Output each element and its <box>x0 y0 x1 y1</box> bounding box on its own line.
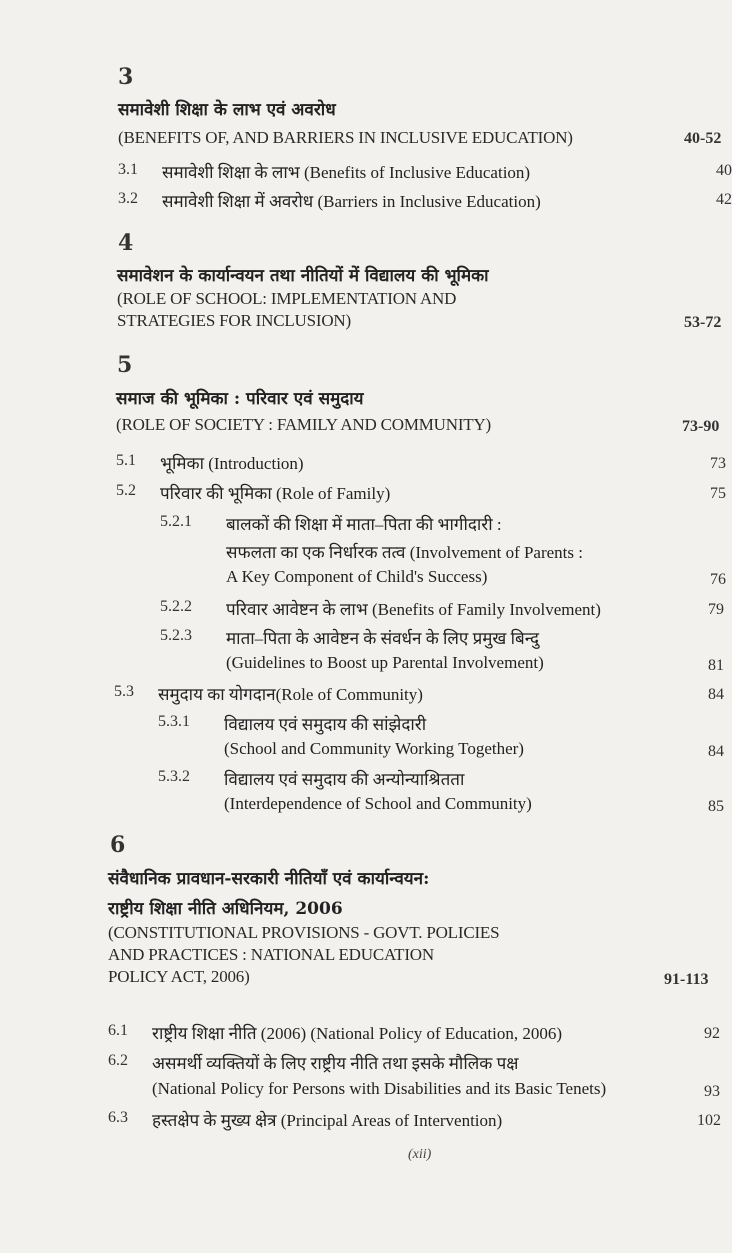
entry-5-3-2-page: 85 <box>708 798 724 815</box>
chapter-4-title-english-line2: STRATEGIES FOR INCLUSION) <box>117 311 351 330</box>
chapter-6-title-hindi-line1: संवैधानिक प्रावधान-सरकारी नीतियाँ एवं कार्यान्वयन: <box>108 869 430 889</box>
chapter-6-title-english-line2: AND PRACTICES : NATIONAL EDUCATION <box>108 945 434 964</box>
chapter-5-pages: 73-90 <box>682 418 720 435</box>
entry-5-2-1-line1: बालकों की शिक्षा में माता–पिता की भागीदारी : <box>226 515 502 534</box>
entry-5-2-1-line2: सफलता का एक निर्धारक तत्व (Involvement of Parents : <box>226 543 583 562</box>
entry-5-2-1-line3: A Key Component of Child's Success) <box>226 567 488 586</box>
entry-5-3-2-line2: (Interdependence of School and Community) <box>224 794 532 813</box>
entry-3-2-text: समावेशी शिक्षा में अवरोध (Barriers in Inclusive Education) <box>162 192 541 211</box>
entry-5-3-1-line1: विद्यालय एवं समुदाय की सांझेदारी <box>224 715 427 734</box>
entry-5-2-2-number: 5.2.2 <box>160 598 192 615</box>
entry-5-3-text: समुदाय का योगदान(Role of Community) <box>158 685 423 704</box>
chapter-3-title-hindi: समावेशी शिक्षा के लाभ एवं अवरोध <box>118 100 336 120</box>
entry-5-1-page: 73 <box>710 455 726 472</box>
chapter-5-title-hindi: समाज की भूमिका : परिवार एवं समुदाय <box>116 389 364 409</box>
entry-5-1-text: भूमिका (Introduction) <box>160 454 304 473</box>
entry-6-1-text: राष्ट्रीय शिक्षा नीति (2006) (National Policy of Education, 2006) <box>152 1024 562 1043</box>
chapter-6-pages: 91-113 <box>664 971 709 988</box>
entry-3-2-page: 42 <box>716 191 732 208</box>
entry-5-3-2-number: 5.3.2 <box>158 768 190 785</box>
entry-3-2-number: 3.2 <box>118 190 138 207</box>
chapter-6-number: 6 <box>110 832 126 858</box>
entry-6-1-number: 6.1 <box>108 1022 128 1039</box>
chapter-4-number: 4 <box>118 230 134 256</box>
entry-5-2-1-number: 5.2.1 <box>160 513 192 530</box>
entry-5-2-3-number: 5.2.3 <box>160 627 192 644</box>
entry-5-3-1-line2: (School and Community Working Together) <box>224 739 524 758</box>
entry-5-2-2-text: परिवार आवेष्टन के लाभ (Benefits of Family Involvement) <box>226 600 601 619</box>
entry-3-1-text: समावेशी शिक्षा के लाभ (Benefits of Inclusive Education) <box>162 163 531 182</box>
entry-5-3-page: 84 <box>708 686 724 703</box>
entry-6-1-page: 92 <box>704 1025 720 1042</box>
entry-5-3-1-page: 84 <box>708 743 724 760</box>
chapter-5-title-english: (ROLE OF SOCIETY : FAMILY AND COMMUNITY) <box>116 415 491 434</box>
entry-6-2-page: 93 <box>704 1083 720 1100</box>
entry-5-2-1-page: 76 <box>710 571 726 588</box>
page-footer-number: (xii) <box>408 1147 432 1162</box>
chapter-3-number: 3 <box>118 64 134 90</box>
entry-5-3-number: 5.3 <box>114 683 134 700</box>
entry-6-2-line2: (National Policy for Persons with Disabilities and its Basic Tenets) <box>152 1079 607 1098</box>
entry-3-1-number: 3.1 <box>118 161 138 178</box>
entry-6-3-text: हस्तक्षेप के मुख्य क्षेत्र (Principal Areas of Intervention) <box>152 1111 503 1130</box>
entry-3-1-page: 40 <box>716 162 732 179</box>
chapter-4-pages: 53-72 <box>684 314 722 331</box>
chapter-6-title-hindi-line2: राष्ट्रीय शिक्षा नीति अधिनियम, 2006 <box>108 899 343 919</box>
entry-5-2-page: 75 <box>710 485 726 502</box>
chapter-3-pages: 40-52 <box>684 130 722 147</box>
chapter-6-title-english-line1: (CONSTITUTIONAL PROVISIONS - GOVT. POLICIES <box>108 923 500 942</box>
entry-5-3-1-number: 5.3.1 <box>158 713 190 730</box>
chapter-6-title-english-line3: POLICY ACT, 2006) <box>108 967 250 986</box>
entry-5-2-3-line1: माता–पिता के आवेष्टन के संवर्धन के लिए प्रमुख बिन्दु <box>226 629 539 648</box>
entry-5-1-number: 5.1 <box>116 452 136 469</box>
chapter-4-title-hindi: समावेशन के कार्यान्वयन तथा नीतियों में विद्यालय की भूमिका <box>117 266 489 286</box>
entry-5-2-3-page: 81 <box>708 657 724 674</box>
entry-5-3-2-line1: विद्यालय एवं समुदाय की अन्योन्याश्रितता <box>224 770 465 789</box>
entry-5-2-number: 5.2 <box>116 482 136 499</box>
entry-6-3-number: 6.3 <box>108 1109 128 1126</box>
entry-5-2-2-page: 79 <box>708 601 724 618</box>
chapter-4-title-english-line1: (ROLE OF SCHOOL: IMPLEMENTATION AND <box>117 289 457 308</box>
entry-6-3-page: 102 <box>697 1112 721 1129</box>
entry-5-2-text: परिवार की भूमिका (Role of Family) <box>160 484 391 503</box>
chapter-5-number: 5 <box>117 352 133 378</box>
entry-6-2-line1: असमर्थी व्यक्तियों के लिए राष्ट्रीय नीति तथा इसके मौलिक पक्ष <box>152 1054 519 1073</box>
entry-5-2-3-line2: (Guidelines to Boost up Parental Involvement) <box>226 653 544 672</box>
entry-6-2-number: 6.2 <box>108 1052 128 1069</box>
chapter-3-title-english: (BENEFITS OF, AND BARRIERS IN INCLUSIVE EDUCATION) <box>118 128 573 147</box>
